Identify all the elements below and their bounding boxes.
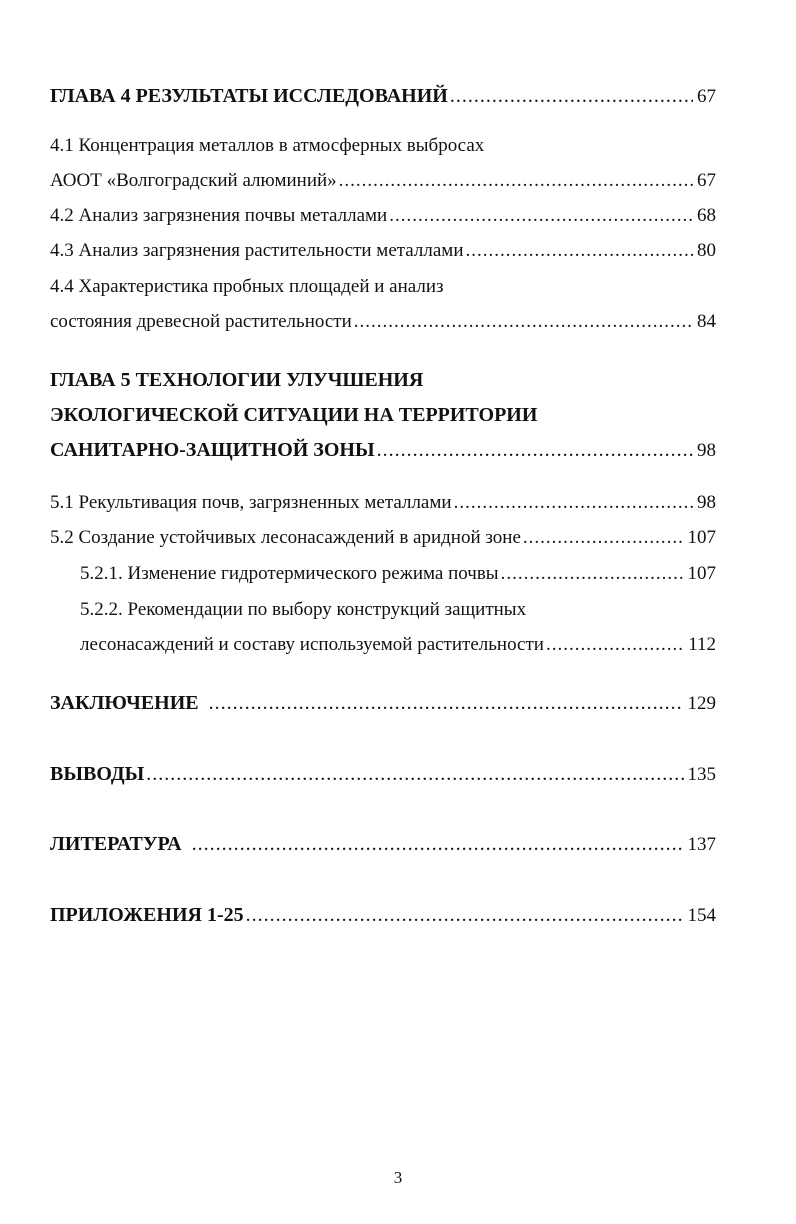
toc-entry-appendices [50,903,716,928]
toc-entry-title: 4.3 Анализ загрязнения растительности металлами [50,240,464,261]
toc-entry-chapter-5-line1 [50,368,423,392]
toc-entry-4-4 [50,310,716,334]
toc-entry-title: ВЫВОДЫ [50,763,145,785]
toc-page-number: 67 [697,170,716,191]
toc-entry-literature [50,832,716,857]
toc-leader-dots [450,84,693,108]
toc-entry-title: состояния древесной растительности [50,311,352,332]
toc-page-number: 107 [687,527,716,548]
toc-entry-chapter-5-line2 [50,403,537,427]
toc-page-number: 107 [687,563,716,584]
toc-page-number: 84 [697,311,716,332]
toc-entry-title: САНИТАРНО-ЗАЩИТНОЙ ЗОНЫ [50,439,375,461]
toc-entry-conclusion [50,691,716,716]
toc-entry-title: 5.2.1. Изменение гидротермического режима почвы [80,563,499,584]
toc-leader-dots [339,169,693,193]
toc-entry-5-2 [50,526,716,550]
toc-page-number: 137 [687,834,716,855]
toc-entry-chapter-5 [50,438,716,463]
toc-entry-title: 5.2 Создание устойчивых лесонасаждений в аридной зоне [50,527,521,548]
toc-entry-5-1 [50,491,716,515]
toc-entry-title: ГЛАВА 5 ТЕХНОЛОГИИ УЛУЧШЕНИЯ [50,369,424,391]
toc-entry-chapter-4 [50,84,716,109]
toc-entry-4-3 [50,239,716,263]
toc-entry-5-2-2-line1 [80,598,526,622]
toc-leader-dots [377,438,693,462]
toc-entry-title: ЗАКЛЮЧЕНИЕ [50,692,199,714]
toc-page-number: 98 [697,492,716,513]
toc-leader-dots [523,526,684,550]
toc-page-number: 154 [687,905,716,926]
toc-entry-title: АООТ «Волгоградский алюминий» [50,170,337,191]
toc-leader-dots [389,204,693,228]
toc-page-number: 80 [697,240,716,261]
toc-leader-dots [246,903,684,927]
toc-page-number: 98 [697,440,716,461]
toc-entry-4-1 [50,169,716,193]
toc-entry-4-2 [50,204,716,228]
toc-leader-dots [501,562,684,586]
toc-leader-dots [546,633,684,657]
toc-entry-4-1-line1 [50,134,484,158]
toc-page-number: 135 [687,764,716,785]
toc-entry-title: 4.1 Концентрация металлов в атмосферных выбросах [50,135,485,156]
toc-page-number: 112 [688,634,716,655]
toc-entry-title: 5.2.2. Рекомендации по выбору конструкций защитных [80,599,527,620]
toc-page-number: 68 [697,205,716,226]
toc-entry-title: ЛИТЕРАТУРА [50,833,182,855]
toc-entry-findings [50,762,716,787]
toc-leader-dots [192,832,684,856]
toc-leader-dots [209,691,684,715]
toc-page-number: 129 [687,693,716,714]
toc-entry-5-2-1 [80,562,716,586]
toc-entry-title: лесонасаждений и составу используемой растительности [80,634,544,655]
toc-entry-title: 4.2 Анализ загрязнения почвы металлами [50,205,388,226]
toc-page-number: 67 [697,86,716,107]
toc-leader-dots [354,310,693,334]
toc-leader-dots [466,239,694,263]
toc-entry-4-4-line1 [50,275,444,299]
toc-entry-title: 5.1 Рекультивация почв, загрязненных металлами [50,492,452,513]
page-number: 3 [393,1168,403,1187]
toc-leader-dots [454,491,693,515]
toc-leader-dots [146,762,683,786]
toc-entry-5-2-2 [80,633,716,657]
toc-entry-title: ПРИЛОЖЕНИЯ 1-25 [50,904,244,926]
toc-entry-title: 4.4 Характеристика пробных площадей и анализ [50,276,444,297]
toc-entry-title: ЭКОЛОГИЧЕСКОЙ СИТУАЦИИ НА ТЕРРИТОРИИ [50,404,538,426]
toc-entry-title: ГЛАВА 4 РЕЗУЛЬТАТЫ ИССЛЕДОВАНИЙ [50,85,448,107]
